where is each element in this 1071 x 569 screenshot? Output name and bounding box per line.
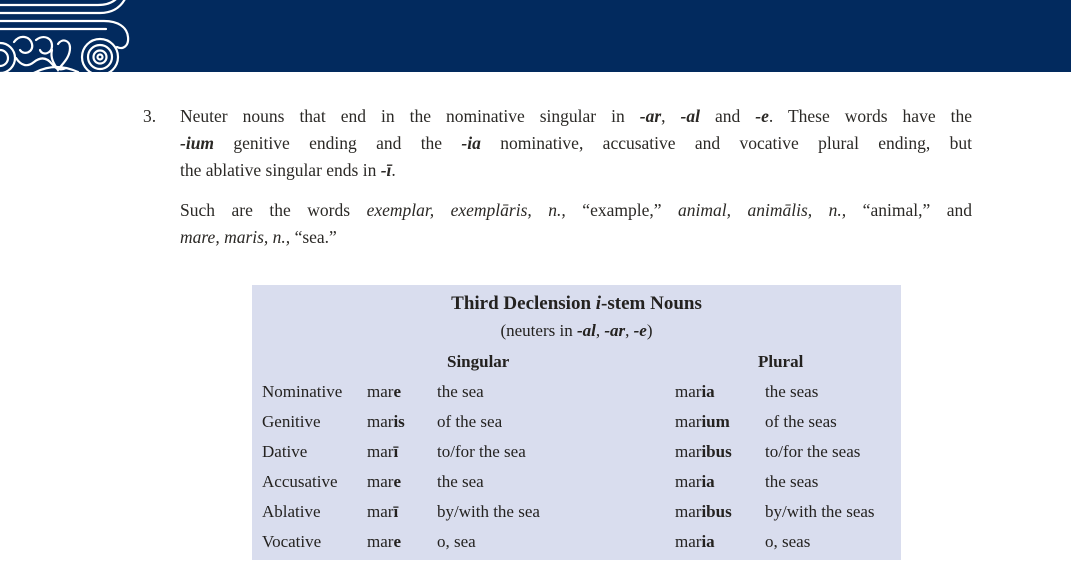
table-row: [252, 467, 901, 497]
list-item-text: [180, 103, 972, 184]
case-label: Nominative: [262, 382, 343, 401]
english-singular: o, sea: [437, 532, 476, 551]
latin-plural: maribus: [675, 502, 732, 521]
english-singular: of the sea: [437, 412, 503, 431]
ionic-column-capital-logo: [0, 0, 132, 80]
table-title: Third Declension i-stem Nouns: [451, 293, 702, 314]
table-row: [252, 497, 901, 527]
latin-plural: maribus: [675, 442, 732, 461]
latin-plural: marium: [675, 412, 730, 431]
english-singular: to/for the sea: [437, 442, 526, 461]
case-label: Ablative: [262, 502, 321, 521]
english-plural: the seas: [765, 382, 819, 401]
latin-plural: maria: [675, 382, 715, 401]
case-label: Accusative: [262, 472, 338, 491]
table-subtitle: (neuters in -al, -ar, -e): [500, 321, 653, 340]
table-row: [252, 527, 901, 557]
english-plural: of the seas: [765, 412, 837, 431]
english-singular: the sea: [437, 382, 484, 401]
latin-singular: mare: [367, 382, 401, 401]
latin-plural: maria: [675, 472, 715, 491]
case-label: Dative: [262, 442, 308, 461]
paragraph-line: Such are the words exemplar, exemplāris, n., “example,” animal, animālis, n., “animal,” and: [180, 200, 972, 220]
declension-table: [252, 285, 901, 560]
example-paragraph: [180, 197, 972, 251]
latin-singular: maris: [367, 412, 405, 431]
ionic-column-capital-icon: [0, 0, 132, 80]
table-row: [252, 407, 901, 437]
list-item-number: 3.: [143, 106, 157, 126]
table-row: [252, 437, 901, 467]
latin-singular: mare: [367, 472, 401, 491]
table-header-row: [252, 347, 901, 377]
case-label: Vocative: [262, 532, 322, 551]
latin-singular: mare: [367, 532, 401, 551]
english-singular: the sea: [437, 472, 484, 491]
english-plural: to/for the seas: [765, 442, 861, 461]
paragraph-line: mare, maris, n., “sea.”: [180, 227, 337, 247]
latin-singular: marī: [367, 502, 399, 521]
english-plural: o, seas: [765, 532, 811, 551]
english-plural: by/with the seas: [765, 502, 875, 521]
case-label: Genitive: [262, 412, 321, 431]
latin-singular: marī: [367, 442, 399, 461]
latin-plural: maria: [675, 532, 715, 551]
plural-column-header: Plural: [758, 352, 804, 371]
english-plural: the seas: [765, 472, 819, 491]
paragraph-line: Neuter nouns that end in the nominative singular in -ar, -al and -e. These words have the: [180, 106, 972, 126]
paragraph-line: the ablative singular ends in -ī.: [180, 160, 396, 180]
header-bar: [0, 0, 1071, 72]
english-singular: by/with the sea: [437, 502, 540, 521]
singular-column-header: Singular: [447, 352, 510, 371]
table-row: [252, 377, 901, 407]
paragraph-line: -ium genitive ending and the -ia nominative, accusative and vocative plural ending, but: [180, 133, 972, 153]
